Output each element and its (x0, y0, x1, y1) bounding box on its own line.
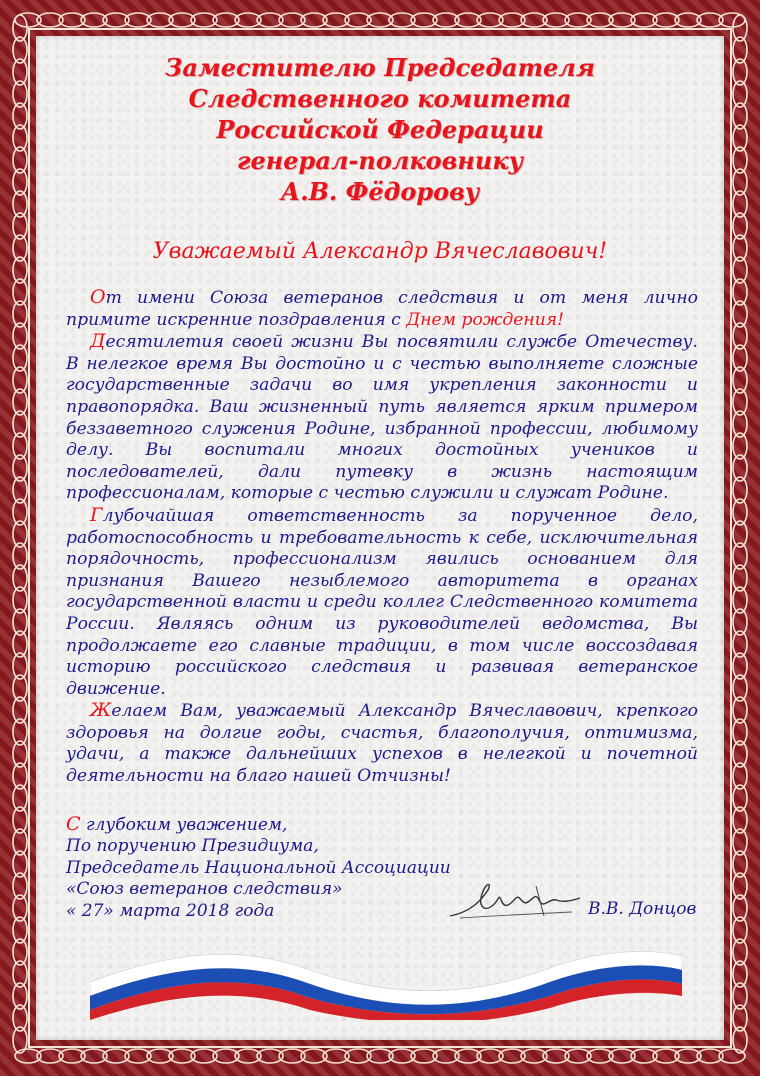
handwritten-signature (440, 872, 590, 932)
greeting-heading: Уважаемый Александр Вячеславович! (152, 239, 608, 264)
russian-flag-ribbon (90, 948, 682, 1020)
paragraph-4 (66, 700, 698, 787)
drop-letter: С (66, 813, 81, 835)
signer-name: В.В. Донцов (588, 899, 697, 919)
paragraph-2 (66, 331, 698, 505)
drop-letter: Ж (90, 699, 112, 722)
addressee-block (36, 52, 724, 207)
paragraph-text: елаем Вам, уважаемый Александр Вячеславович, крепкого здоровья на долгие годы, счастья, благополучия, оптимизма, удачи, а также дальнейших успехов в нелегкой и почетной деятельности на благо нашей Отчизны! (66, 701, 698, 787)
letter-body (66, 287, 698, 788)
paragraph-1 (66, 287, 698, 331)
addressee-line-1: Заместителю Председателя (165, 53, 595, 82)
paragraph-text: лубочайшая ответственность за порученное дело, работоспособность и требовательность к себе, исключительная порядочность, профессионализм явились основанием для признания Вашего незыблемого авторитета в органах государственной власти и среди коллег Следственного комитета России. Являясь одним из руководителей ведомства, Вы продолжаете его славные традиции, в том числе воссоздавая историю российского следствия и развивая ветеранское движение. (66, 505, 698, 699)
paragraph-3 (66, 505, 698, 700)
closing-line-1 (66, 814, 706, 836)
birthday-highlight: Днем рождения! (406, 309, 565, 330)
paragraph-text: т имени Союза ветеранов следствия и от меня лично примите искренние поздравления с (66, 288, 698, 330)
addressee-line-3: Российской Федерации (216, 115, 544, 144)
closing-line-3: Председатель Национальной Ассоциации (66, 857, 451, 878)
addressee-line-2: Следственного комитета (188, 84, 572, 113)
addressee-line-4: генерал-полковнику (237, 146, 523, 175)
closing-date: « 27» марта 2018 года (66, 900, 275, 921)
closing-text: глубоким уважением, (80, 815, 288, 835)
drop-letter: Г (90, 503, 103, 526)
drop-letter: Д (90, 330, 106, 353)
addressee-line-5: А.В. Фёдорову (280, 177, 480, 206)
closing-line-4: «Союз ветеранов следствия» (66, 879, 343, 900)
paragraph-text: есятилетия своей жизни Вы посвятили службе Отечеству. В нелегкое время Вы достойно и с честью выполняете сложные государственные задачи во имя укрепления законности и правопорядка. Ваш жизненный путь является ярким примером беззаветного служения Родине, избранной профессии, любимому делу. Вы воспитали многих достойных учеников и последователей, дали путевку в жизнь настоящим профессионалам, которые с честью служили и служат Родине. (66, 332, 698, 504)
closing-line-2: По поручению Президиума, (66, 836, 319, 857)
drop-letter: О (90, 286, 106, 308)
